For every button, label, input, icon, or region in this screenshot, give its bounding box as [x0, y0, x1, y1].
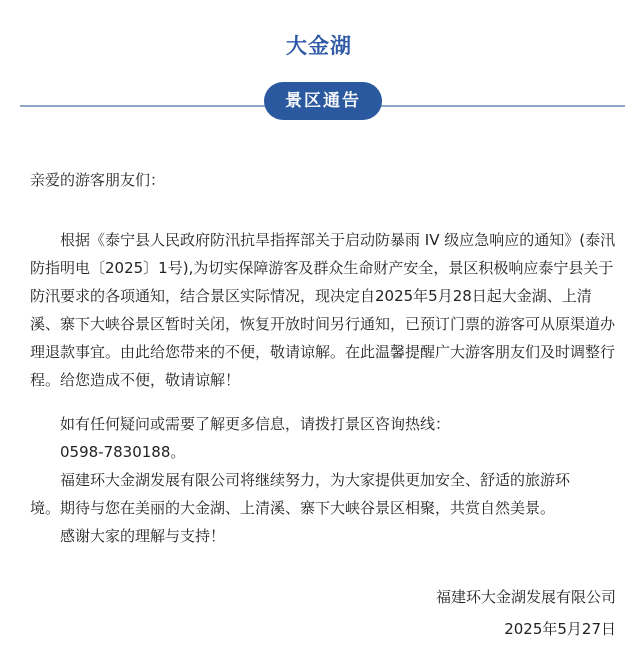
salutation: 亲爱的游客朋友们： [30, 171, 166, 189]
announcement-paragraph: 根据《泰宁县人民政府防汛抗旱指挥部关于启动防暴雨 IV 级应急响应的通知》(泰汛防指明电〔2025〕1号),为切实保障游客及群众生命财产安全，景区积极响应泰宁县关于防汛要求的各项通知，结合景区实际情况，现决定自2025年5月28日起大金湖、上清溪、寨下大峡谷景区暂时关闭，恢复开放时间另行通知，已预订门票的游客可从原渠道办理退款事宜。由此给您带来的不便，敬请谅解。在此温馨提醒广大游客朋友们及时调整行程。给您造成不便，敬请谅解！ [30, 231, 616, 389]
hotline-number: 0598-7830188。 [60, 443, 186, 461]
company-paragraph-line: 福建环大金湖发展有限公司将继续努力，为大家提供更加安全、舒适的旅游环 [60, 471, 571, 489]
company-paragraph-line: 境。期待与您在美丽的大金湖、上清溪、寨下大峡谷景区相聚，共赏自然美景。 [30, 499, 556, 517]
signature-date: 2025年5月27日 [504, 620, 616, 638]
notice-label-badge: 景区通告 [264, 82, 382, 120]
company-paragraph [30, 466, 620, 522]
signature-organization: 福建环大金湖发展有限公司 [435, 588, 616, 606]
brand-title: 大金湖 [286, 34, 352, 58]
contact-prompt: 如有任何疑问或需要了解更多信息，请拨打景区咨询热线： [60, 415, 451, 433]
thanks-line: 感谢大家的理解与支持！ [60, 527, 226, 545]
